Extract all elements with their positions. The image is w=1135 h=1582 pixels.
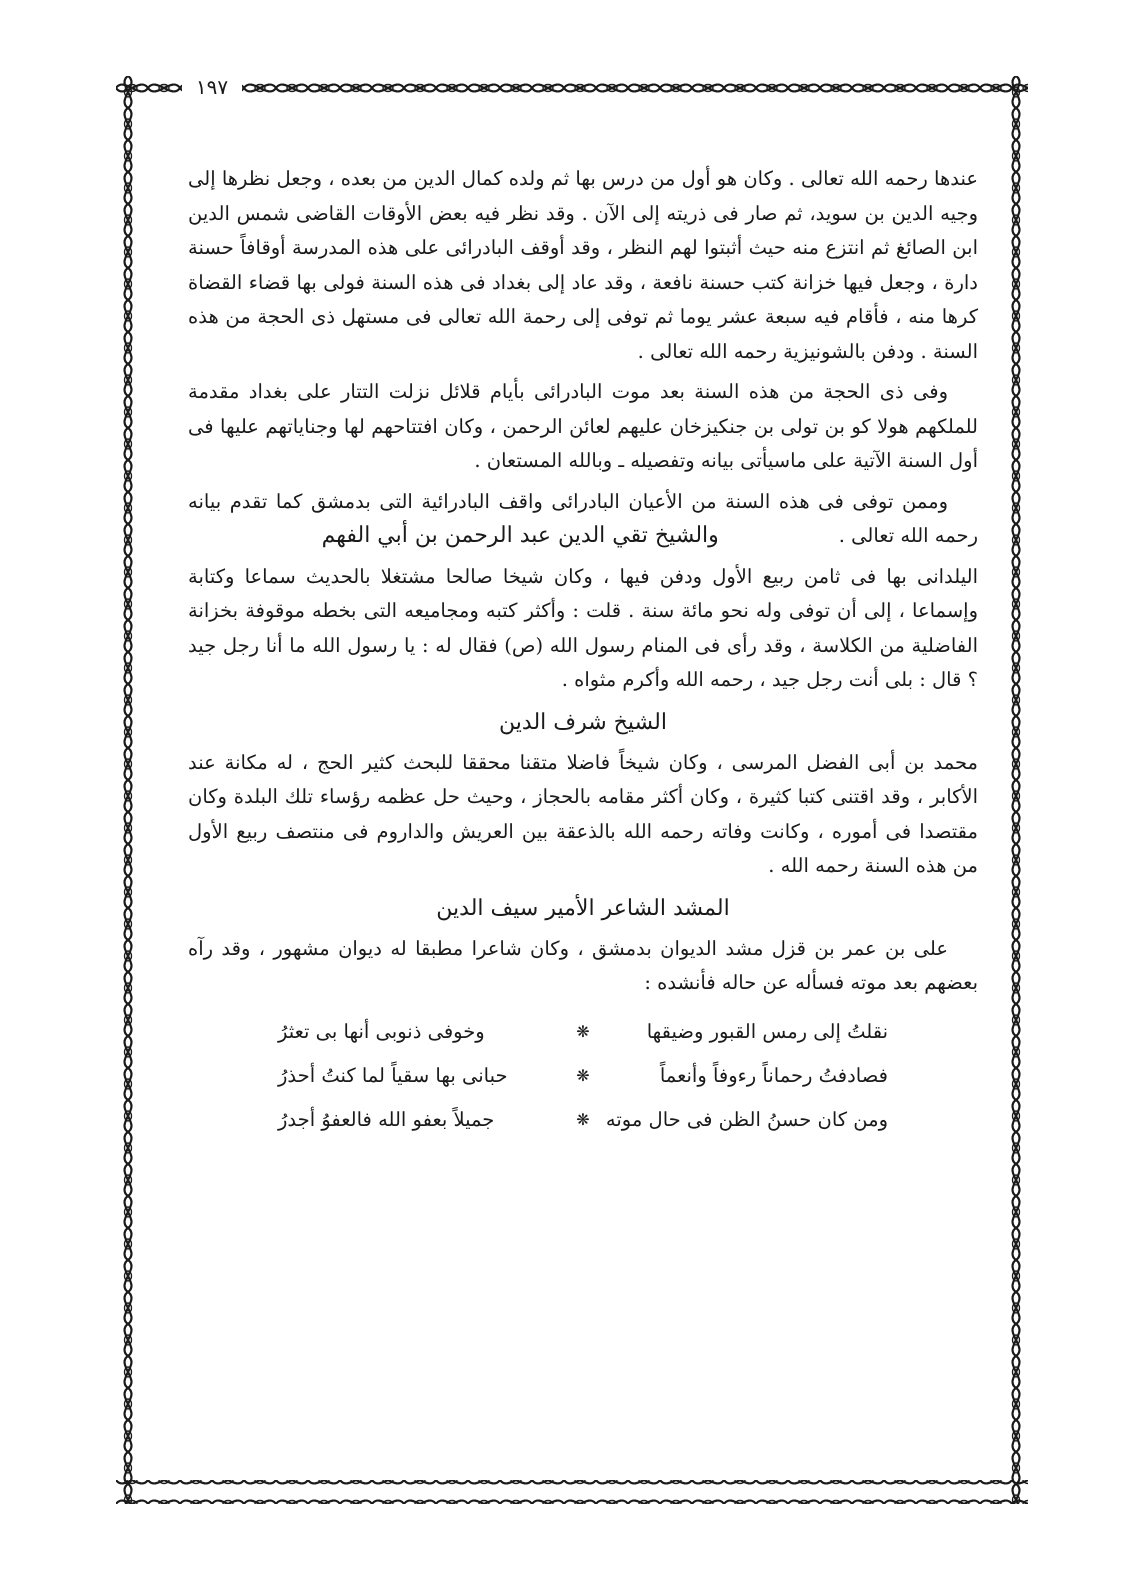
paragraph-3-text: وممن توفى فى هذه السنة من الأعيان البادرائى واقف البادرائية التى بدمشق كما تقدم بيانه رحمه الله تعالى . (188, 489, 978, 547)
paragraph-4: اليلدانى بها فى ثامن ربيع الأول ودفن فيها ، وكان شيخا صالحا مشتغلا بالحديث سماعا وكتابة وإسماعا ، إلى أن توفى وله نحو مائة سنة . قلت : وأكثر كتبه ومجاميعه التى بخطه موقوفة بخزانة الفاضلية من الكلاسة ، وقد رأى فى المنام رسول الله (ص) فقال له : يا رسول الله ما أنا رجل جيد ؟ قال : بلى أنت رجل جيد ، رحمه الله وأكرم مثواه . (188, 564, 978, 691)
heading-saif-al-din: المشد الشاعر الأمير سيف الدين (436, 895, 730, 921)
page-content (188, 162, 978, 1462)
verse-second-hemistich: حبانى بها سقياً لما كنتُ أحذرُ (278, 1064, 508, 1088)
poem-verses (188, 1011, 978, 1143)
verse-first-hemistich: فصادفتُ رحماناً رءوفاً وأنعماً (659, 1064, 888, 1088)
paragraph-3 (188, 485, 978, 554)
verse-first-hemistich: ومن كان حسنُ الظن فى حال موته (605, 1108, 888, 1132)
paragraph-2: وفى ذى الحجة من هذه السنة بعد موت البادرائى بأيام قلائل نزلت التتار على بغداد مقدمة للملكهم هولا كو بن تولى بن جنكيزخان عليهم لعائن الرحمن ، وكان افتتاحهم لها وجناياتهم عليها فى أول السنة الآتية على ماسيأتى بيانه وتفصيله ـ وبالله المستعان . (188, 380, 978, 472)
heading-taqi-al-din: والشيخ تقي الدين عبد الرحمن بن أبي الفهم (321, 523, 719, 548)
verse-separator-icon: ❋ (576, 1022, 590, 1042)
verse-first-hemistich: نقلتُ إلى رمس القبور وضيقها (646, 1020, 888, 1044)
verse-second-hemistich: جميلاً بعفو الله فالعفوُ أجدرُ (278, 1108, 495, 1132)
verse-separator-icon: ❋ (576, 1110, 590, 1130)
verse-line (188, 1055, 978, 1099)
page-number: ١٩٧ (182, 72, 242, 102)
paragraph-5: محمد بن أبى الفضل المرسى ، وكان شيخاً فاضلا متقنا محققا للبحث كثير الحج ، له مكانة عند الأكابر ، وقد اقتنى كتبا كثيرة ، وكان أكثر مقامه بالحجاز ، وحيث حل عظمه رؤساء تلك البلدة وكان مقتصدا فى أموره ، وكانت وفاته رحمه الله بالذعقة بين العريش والداروم فى منتصف ربيع الأول من هذه السنة رحمه الله . (188, 750, 978, 877)
paragraph-6: على بن عمر بن قزل مشد الديوان بدمشق ، وكان شاعرا مطبقا له ديوان مشهور ، وقد رآه بعضهم بعد موته فسأله عن حاله فأنشده : (188, 936, 978, 994)
paragraph-1: عندها رحمه الله تعالى . وكان هو أول من درس بها ثم ولده كمال الدين من بعده ، وجعل نظرها إلى وجيه الدين بن سويد، ثم صار فى ذريته إلى الآن . وقد نظر فيه بعض الأوقات القاضى شمس الدين ابن الصائغ ثم انتزع منه حيث أثبتوا لهم النظر ، وقد أوقف البادرائى على هذه المدرسة أوقافاً حسنة دارة ، وجعل فيها خزانة كتب حسنة نافعة ، وقد عاد إلى بغداد فى هذه السنة فولى بها قضاء القضاة كرها منه ، فأقام فيه سبعة عشر يوما ثم توفى إلى رحمة الله تعالى فى مستهل ذى الحجة من هذه السنة . ودفن بالشونيزية رحمه الله تعالى . (188, 167, 978, 363)
verse-separator-icon: ❋ (576, 1066, 590, 1086)
ornamental-frame (116, 76, 1028, 1504)
heading-sharaf-al-din: الشيخ شرف الدين (499, 709, 667, 735)
verse-second-hemistich: وخوفى ذنوبى أنها بى تعثرُ (278, 1020, 485, 1044)
verse-line (188, 1099, 978, 1143)
verse-line (188, 1011, 978, 1055)
